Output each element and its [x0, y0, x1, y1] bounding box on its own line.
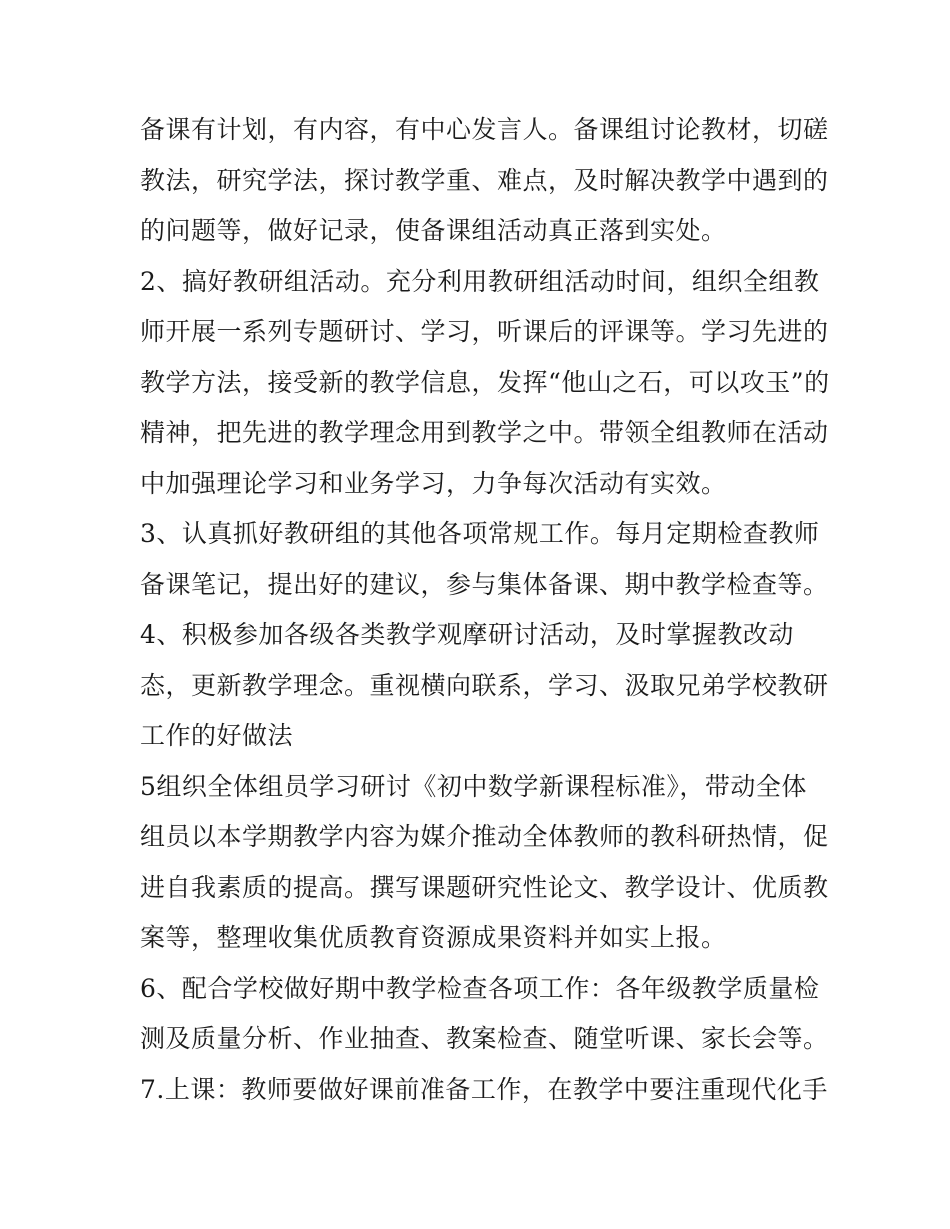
text-line: 的问题等，做好记录，使备课组活动真正落到实处。 — [140, 216, 727, 245]
text-line: 师开展一系列专题研讨、学习，听课后的评课等。学习先进的 — [140, 317, 829, 346]
text-line: 3、认真抓好教研组的其他各项常规工作。每月定期检查教师 — [140, 519, 820, 548]
document-body — [140, 105, 830, 1115]
text-line: 进自我素质的提高。撰写课题研究性论文、教学设计、优质教 — [140, 872, 829, 902]
text-line: 案等，整理收集优质教育资源成果资料并如实上报。 — [140, 923, 727, 952]
text-line: 中加强理论学习和业务学习，力争每次活动有实效。 — [140, 468, 727, 498]
text-line: 教法，研究学法，探讨教学重、难点，及时解决教学中遇到的 — [140, 165, 829, 195]
text-line: 备课笔记，提出好的建议，参与集体备课、期中教学检查等。 — [140, 569, 829, 599]
text-line: 精神，把先进的教学理念用到教学之中。带领全组教师在活动 — [140, 418, 829, 447]
text-line: 工作的好做法 — [140, 721, 294, 750]
text-line: 测及质量分析、作业抽查、教案检查、随堂听课、家长会等。 — [140, 1024, 829, 1053]
text-line: 2、搞好教研组活动。充分利用教研组活动时间，组织全组教 — [140, 266, 820, 296]
text-line: 教学方法，接受新的教学信息，发挥“他山之石，可以攻玉”的 — [140, 367, 830, 397]
text-line: 组员以本学期教学内容为媒介推动全体教师的教科研热情，促 — [140, 822, 829, 851]
text-line: 6、配合学校做好期中教学检查各项工作：各年级教学质量检 — [140, 973, 820, 1003]
text-line: 5组织全体组员学习研讨《初中数学新课程标准》，带动全体 — [140, 771, 807, 801]
text-line: 4、积极参加各级各类教学观摩研讨活动，及时掌握教改动 — [140, 620, 794, 649]
text-line: 7.上课：教师要做好课前准备工作，在教学中要注重现代化手 — [140, 1074, 828, 1104]
text-line: 备课有计划，有内容，有中心发言人。备课组讨论教材，切磋 — [140, 115, 829, 144]
text-line: 态，更新教学理念。重视横向联系，学习、汲取兄弟学校教研 — [140, 670, 829, 700]
